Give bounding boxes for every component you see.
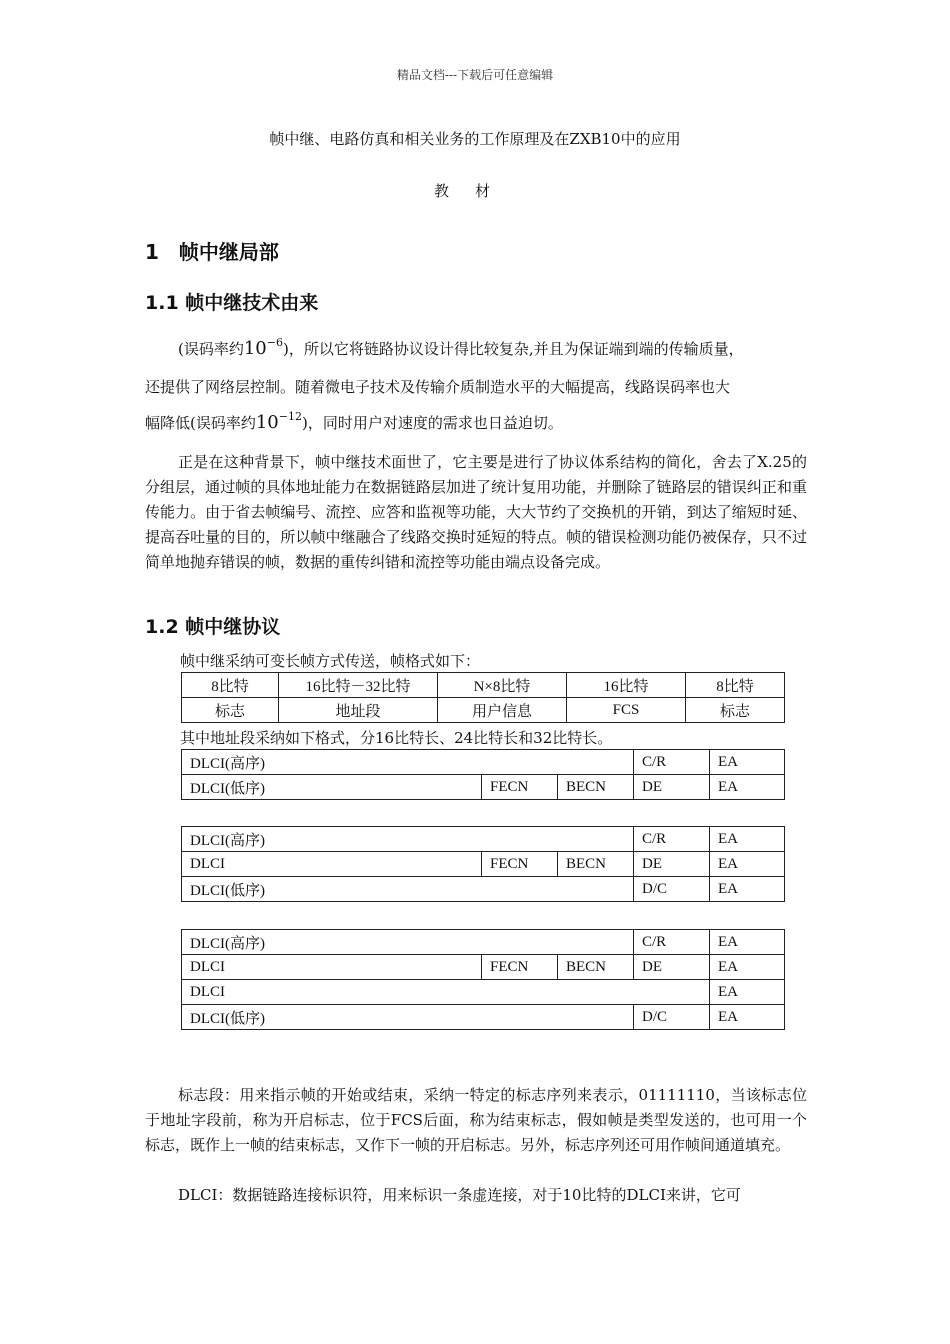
table-row <box>182 955 785 980</box>
table-cell: N×8比特 <box>438 673 567 698</box>
table-cell: FECN <box>482 955 558 980</box>
table-cell: DLCI(低序) <box>182 775 482 800</box>
table-cell: BECN <box>558 775 634 800</box>
table-cell: EA <box>710 955 785 980</box>
table-cell: 8比特 <box>182 673 279 698</box>
table-cell: BECN <box>558 852 634 877</box>
table-cell: DE <box>634 852 710 877</box>
table-cell: EA <box>710 775 785 800</box>
table-cell: 16比特－32比特 <box>279 673 438 698</box>
table-row <box>182 1005 785 1030</box>
section-heading-1: 1 帧中继局部 <box>145 240 279 264</box>
table-cell: EA <box>710 750 785 775</box>
frame-format-table <box>181 672 785 723</box>
table-cell: DLCI(高序) <box>182 750 634 775</box>
table-cell: EA <box>710 877 785 902</box>
table-cell: DE <box>634 955 710 980</box>
table-cell: DLCI(高序) <box>182 930 634 955</box>
table-cell: D/C <box>634 1005 710 1030</box>
table-cell: FECN <box>482 852 558 877</box>
frame-format-caption: 帧中继采纳可变长帧方式传送，帧格式如下： <box>180 652 481 670</box>
table-row <box>182 698 785 723</box>
address-table-32bit <box>181 929 785 1030</box>
table-cell: 地址段 <box>279 698 438 723</box>
table-cell: DE <box>634 775 710 800</box>
table-cell: DLCI(低序) <box>182 1005 634 1030</box>
table-row <box>182 827 785 852</box>
paragraph-1-line-2: 还提供了网络层控制。随着微电子技术及传输介质制造水平的大幅提高，线路误码率也大 <box>145 378 731 396</box>
table-cell: DLCI(低序) <box>182 877 634 902</box>
paragraph-3: 标志段：用来指示帧的开始或结束，采纳一特定的标志序列来表示，01111110，当该标志位于地址字段前，称为开启标志，位于FCS后面，称为结束标志，假如帧是类型发送的，也可用一个标志，既作上一帧的结束标志，又作下一帧的开启标志。另外，标志序列还可用作帧间通道填充。 <box>145 1086 807 1154</box>
table-row <box>182 775 785 800</box>
table-cell: DLCI <box>182 980 710 1005</box>
section-heading-1-1: 1.1 帧中继技术由来 <box>145 292 319 314</box>
table-cell: EA <box>710 1005 785 1030</box>
table-cell: EA <box>710 980 785 1005</box>
table-cell: 标志 <box>182 698 279 723</box>
section-heading-1-2: 1.2 帧中继协议 <box>145 616 281 638</box>
document-subtitle: 教材 <box>433 182 516 200</box>
table-cell: DLCI <box>182 955 482 980</box>
table-cell: DLCI <box>182 852 482 877</box>
table-cell: BECN <box>558 955 634 980</box>
table-cell: EA <box>710 852 785 877</box>
paragraph-2: 正是在这种背景下，帧中继技术面世了，它主要是进行了协议体系结构的简化，舍去了X.25的分组层，通过帧的具体地址能力在数据链路层加进了统计复用功能，并删除了链路层的错误纠正和重传能力。由于省去帧编号、流控、应答和监视等功能，大大节约了交换机的开销，到达了缩短时延、提高吞吐量的目的，所以帧中继融合了线路交换时延短的特点。帧的错误检测功能仍被保存，只不过简单地抛弃错误的帧，数据的重传纠错和流控等功能由端点设备完成。 <box>145 453 807 571</box>
paragraph-1-line-1: (误码率约$10^{-6}$)，所以它将链路协议设计得比较复杂,并且为保证端到端的传输质量， <box>178 336 744 359</box>
table-cell: 标志 <box>686 698 785 723</box>
table-cell: FCS <box>567 698 686 723</box>
table-cell: 8比特 <box>686 673 785 698</box>
table-cell: 用户信息 <box>438 698 567 723</box>
paragraph-4: DLCI：数据链路连接标识符，用来标识一条虚连接，对于10比特的DLCI来讲，它可 <box>178 1186 741 1204</box>
table-cell: D/C <box>634 877 710 902</box>
table-row <box>182 852 785 877</box>
table-cell: DLCI(高序) <box>182 827 634 852</box>
table-cell: FECN <box>482 775 558 800</box>
table-cell: 16比特 <box>567 673 686 698</box>
table-cell: C/R <box>634 827 710 852</box>
table-cell: C/R <box>634 750 710 775</box>
table-cell: EA <box>710 930 785 955</box>
table-cell: EA <box>710 827 785 852</box>
table-cell: C/R <box>634 930 710 955</box>
document-title: 帧中继、电路仿真和相关业务的工作原理及在ZXB10中的应用 <box>269 130 681 148</box>
table-row <box>182 930 785 955</box>
address-format-caption: 其中地址段采纳如下格式，分16比特长、24比特长和32比特长。 <box>180 729 613 747</box>
header-note: 精品文档---下载后可任意编辑 <box>396 68 554 82</box>
table-row <box>182 980 785 1005</box>
address-table-24bit <box>181 826 785 902</box>
paragraph-1-line-3: 幅降低(误码率约$10^{-12}$)，同时用户对速度的需求也日益迫切。 <box>145 410 563 433</box>
table-row <box>182 673 785 698</box>
table-row <box>182 750 785 775</box>
table-row <box>182 877 785 902</box>
address-table-16bit <box>181 749 785 800</box>
